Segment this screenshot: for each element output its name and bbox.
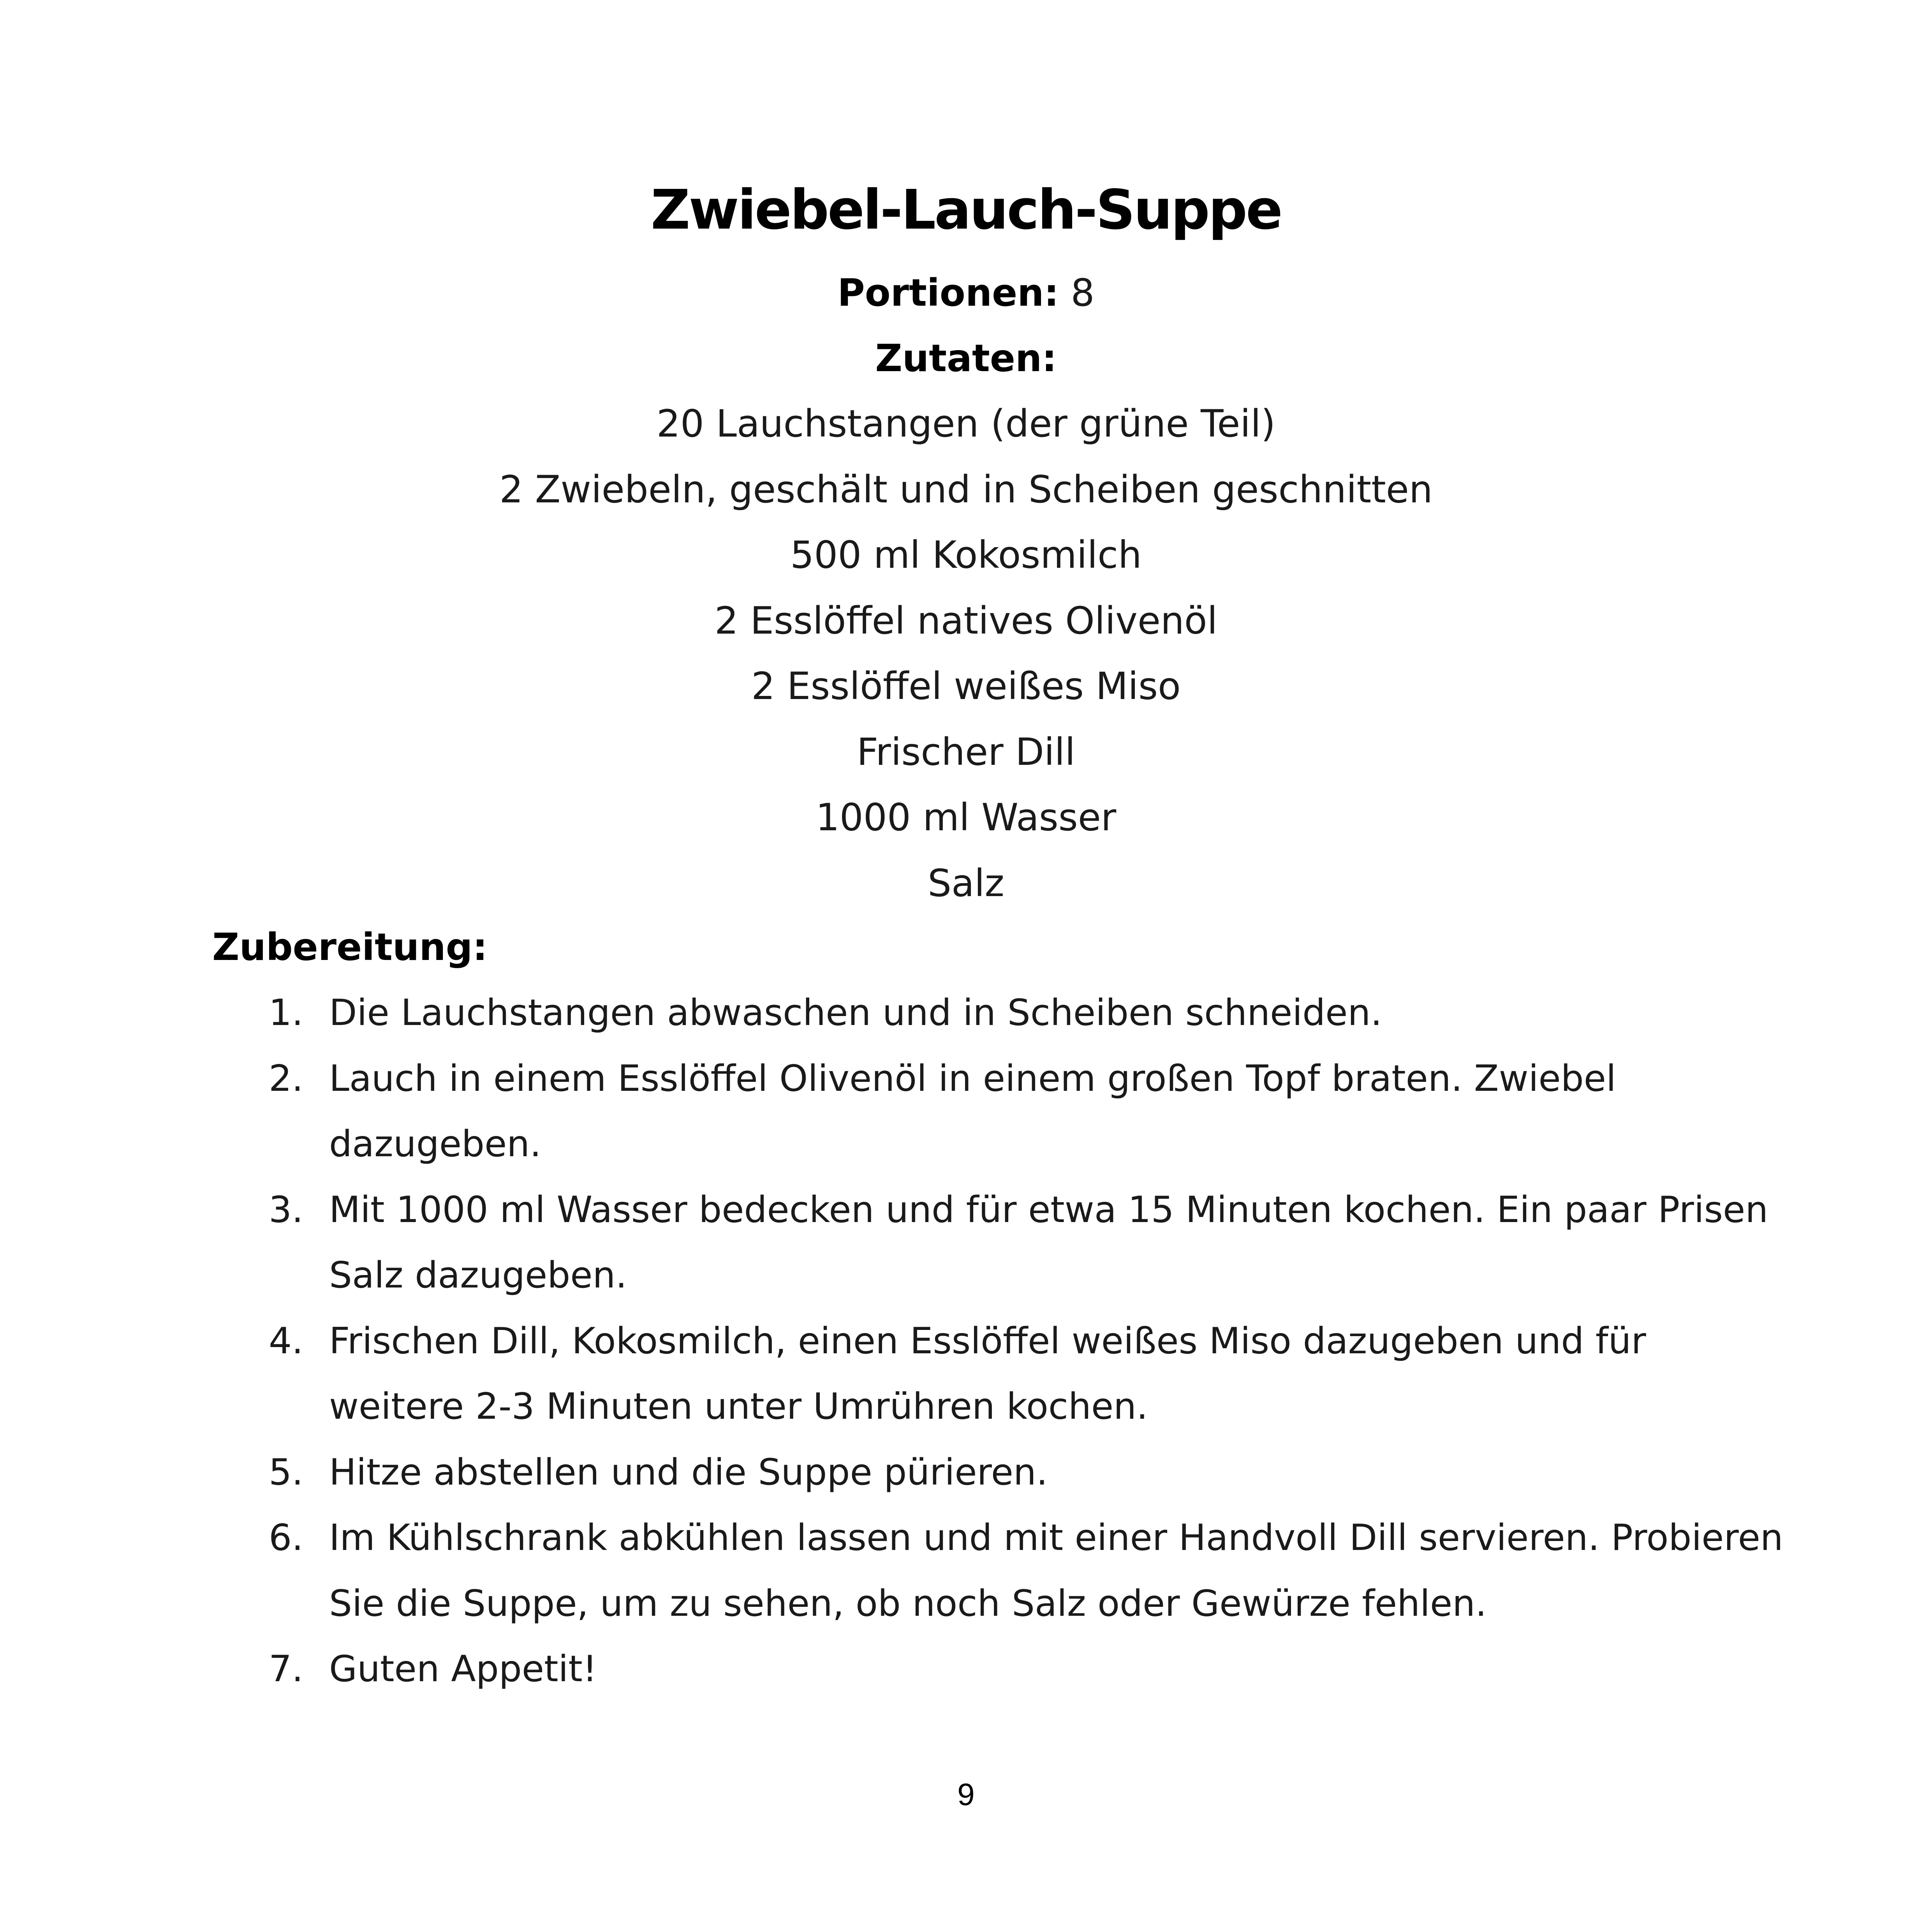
page-number: 9: [957, 1777, 975, 1812]
step-number: 4.: [269, 1319, 303, 1362]
step-item: [269, 1046, 1826, 1177]
step-item: [269, 1177, 1826, 1308]
preparation-heading: Zubereitung:: [212, 925, 488, 969]
step-text-line: Mit 1000 ml Wasser bedecken und für etwa 15 Minuten kochen. Ein paar Prisen: [329, 1188, 1768, 1231]
step-text: [329, 1046, 1826, 1177]
ingredient-item: 1000 ml Wasser: [815, 796, 1117, 839]
step-text: [329, 1308, 1826, 1439]
step-number: 7.: [269, 1648, 303, 1690]
step-text-line: Hitze abstellen und die Suppe pürieren.: [329, 1451, 1048, 1493]
ingredient-item: Frischer Dill: [857, 730, 1075, 774]
step-text: [329, 980, 1826, 1046]
step-text: [329, 1505, 1826, 1636]
step-item: [269, 1439, 1826, 1505]
step-text: [329, 1439, 1826, 1505]
ingredient-item: 2 Esslöffel natives Olivenöl: [714, 599, 1218, 643]
step-text-line: dazugeben.: [329, 1123, 541, 1165]
ingredient-item: 2 Zwiebeln, geschält und in Scheiben geschnitten: [499, 467, 1433, 511]
step-text-line: Sie die Suppe, um zu sehen, ob noch Salz oder Gewürze fehlen.: [329, 1582, 1487, 1624]
step-number: 1.: [269, 992, 303, 1034]
step-item: [269, 1505, 1826, 1636]
ingredient-item: 20 Lauchstangen (der grüne Teil): [656, 402, 1276, 446]
preparation-steps: [269, 980, 1826, 1702]
ingredients-list: [0, 391, 1932, 916]
step-item: [269, 1308, 1826, 1439]
portions-value: 8: [1071, 271, 1095, 315]
recipe-title: Zwiebel-Lauch-Suppe: [650, 178, 1282, 242]
ingredients-heading: Zutaten:: [875, 336, 1057, 380]
step-number: 3.: [269, 1188, 303, 1231]
ingredient-item: 500 ml Kokosmilch: [790, 533, 1142, 577]
step-item: [269, 980, 1826, 1046]
step-text-line: Frischen Dill, Kokosmilch, einen Esslöffel weißes Miso dazugeben und für: [329, 1319, 1646, 1362]
step-text-line: Salz dazugeben.: [329, 1254, 627, 1296]
step-item: [269, 1636, 1826, 1702]
step-text: [329, 1636, 1826, 1702]
ingredient-item: 2 Esslöffel weißes Miso: [751, 664, 1181, 708]
step-number: 2.: [269, 1057, 303, 1099]
step-number: 5.: [269, 1451, 303, 1493]
step-text-line: Lauch in einem Esslöffel Olivenöl in einem großen Topf braten. Zwiebel: [329, 1057, 1616, 1099]
portions-label: Portionen:: [837, 271, 1059, 315]
step-text: [329, 1177, 1826, 1308]
step-text-line: Guten Appetit!: [329, 1648, 597, 1690]
step-text-line: Im Kühlschrank abkühlen lassen und mit einer Handvoll Dill servieren. Probieren: [329, 1516, 1783, 1559]
portions-line: [0, 260, 1932, 326]
ingredient-item: Salz: [928, 861, 1004, 905]
step-text-line: weitere 2-3 Minuten unter Umrühren kochen.: [329, 1385, 1148, 1427]
step-text-line: Die Lauchstangen abwaschen und in Scheiben schneiden.: [329, 992, 1382, 1034]
step-number: 6.: [269, 1516, 303, 1559]
